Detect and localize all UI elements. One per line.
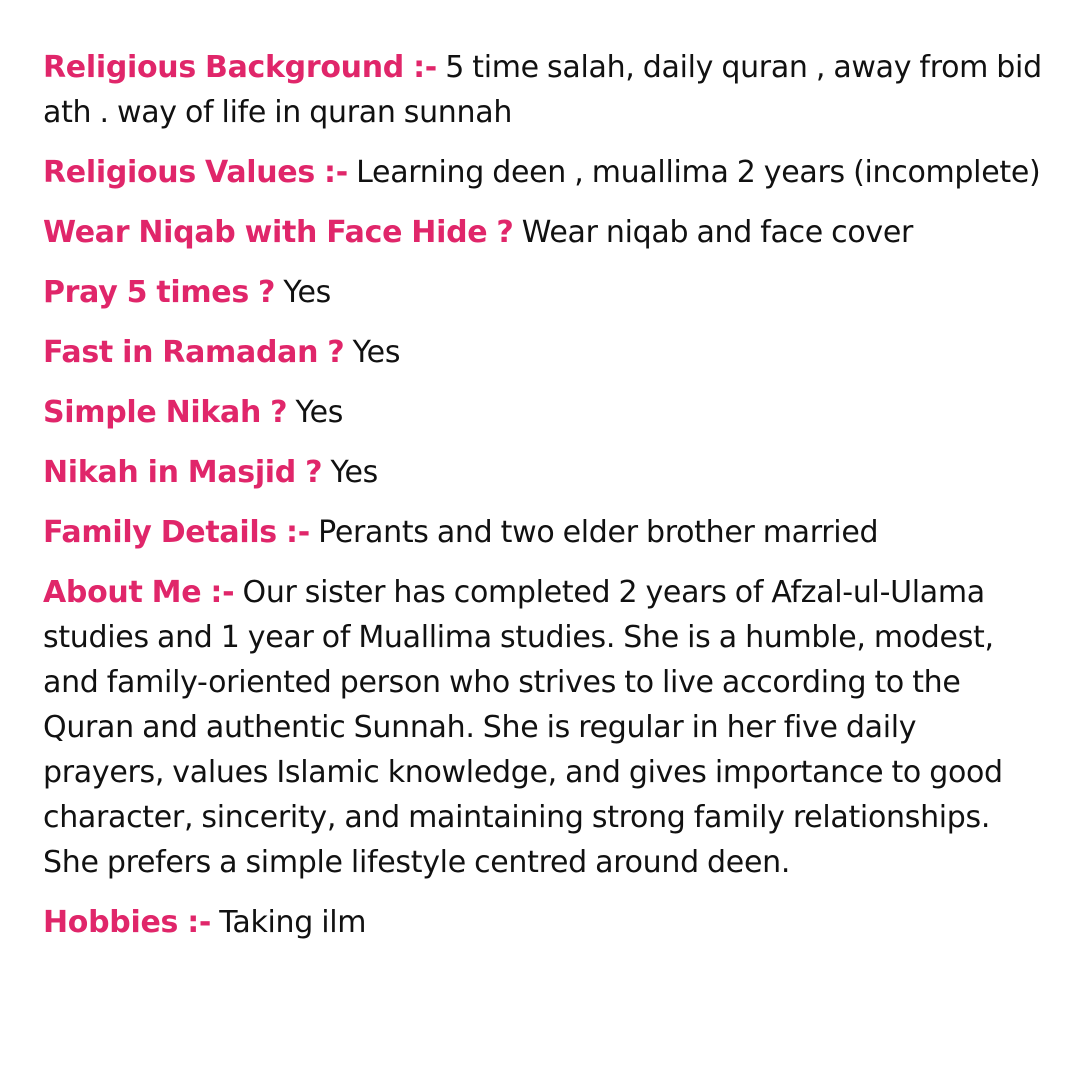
field-label: Family Details :- <box>43 515 310 550</box>
field-hobbies <box>43 900 1043 945</box>
field-value: Taking ilm <box>219 905 367 940</box>
field-label: Fast in Ramadan ? <box>43 335 345 370</box>
field-label: Simple Nikah ? <box>43 395 288 430</box>
field-nikah-in-masjid <box>43 450 1043 495</box>
field-value: Yes <box>295 395 344 430</box>
field-family-details <box>43 510 1043 555</box>
field-value: Perants and two elder brother married <box>318 515 879 550</box>
field-pray-5-times <box>43 270 1043 315</box>
field-fast-in-ramadan <box>43 330 1043 375</box>
field-label: Religious Background :- <box>43 50 437 85</box>
field-value: Yes <box>330 455 378 490</box>
field-value: Our sister has completed 2 years of Afzal-ul-Ulama studies and 1 year of Muallima studies. She is a humble, modest, and family-oriented person who strives to live according to the Quran and authentic Sunnah. She is regular in her five daily prayers, values Islamic knowledge, and gives importance to good character, sincerity, and maintaining strong family relationships. She prefers a simple lifestyle centred around deen. <box>43 575 1003 880</box>
field-religious-background <box>43 45 1043 135</box>
field-label: Wear Niqab with Face Hide ? <box>43 215 514 250</box>
field-label: Pray 5 times ? <box>43 275 276 310</box>
field-label: Hobbies :- <box>43 905 212 940</box>
field-label: Nikah in Masjid ? <box>43 455 323 490</box>
field-label: About Me :- <box>43 575 235 610</box>
field-religious-values <box>43 150 1043 195</box>
field-value: Wear niqab and face cover <box>521 215 914 250</box>
field-about-me <box>43 570 1043 885</box>
field-label: Religious Values :- <box>43 155 348 190</box>
field-value: Yes <box>283 275 331 310</box>
field-simple-nikah <box>43 390 1043 435</box>
field-value: 5 time salah, daily quran , away from bid ath . way of life in quran sunnah <box>43 50 1042 130</box>
field-value: Yes <box>352 335 401 370</box>
field-value: Learning deen , muallima 2 years (incomplete) <box>356 155 1041 190</box>
profile-details <box>43 45 1043 945</box>
field-wear-niqab <box>43 210 1043 255</box>
